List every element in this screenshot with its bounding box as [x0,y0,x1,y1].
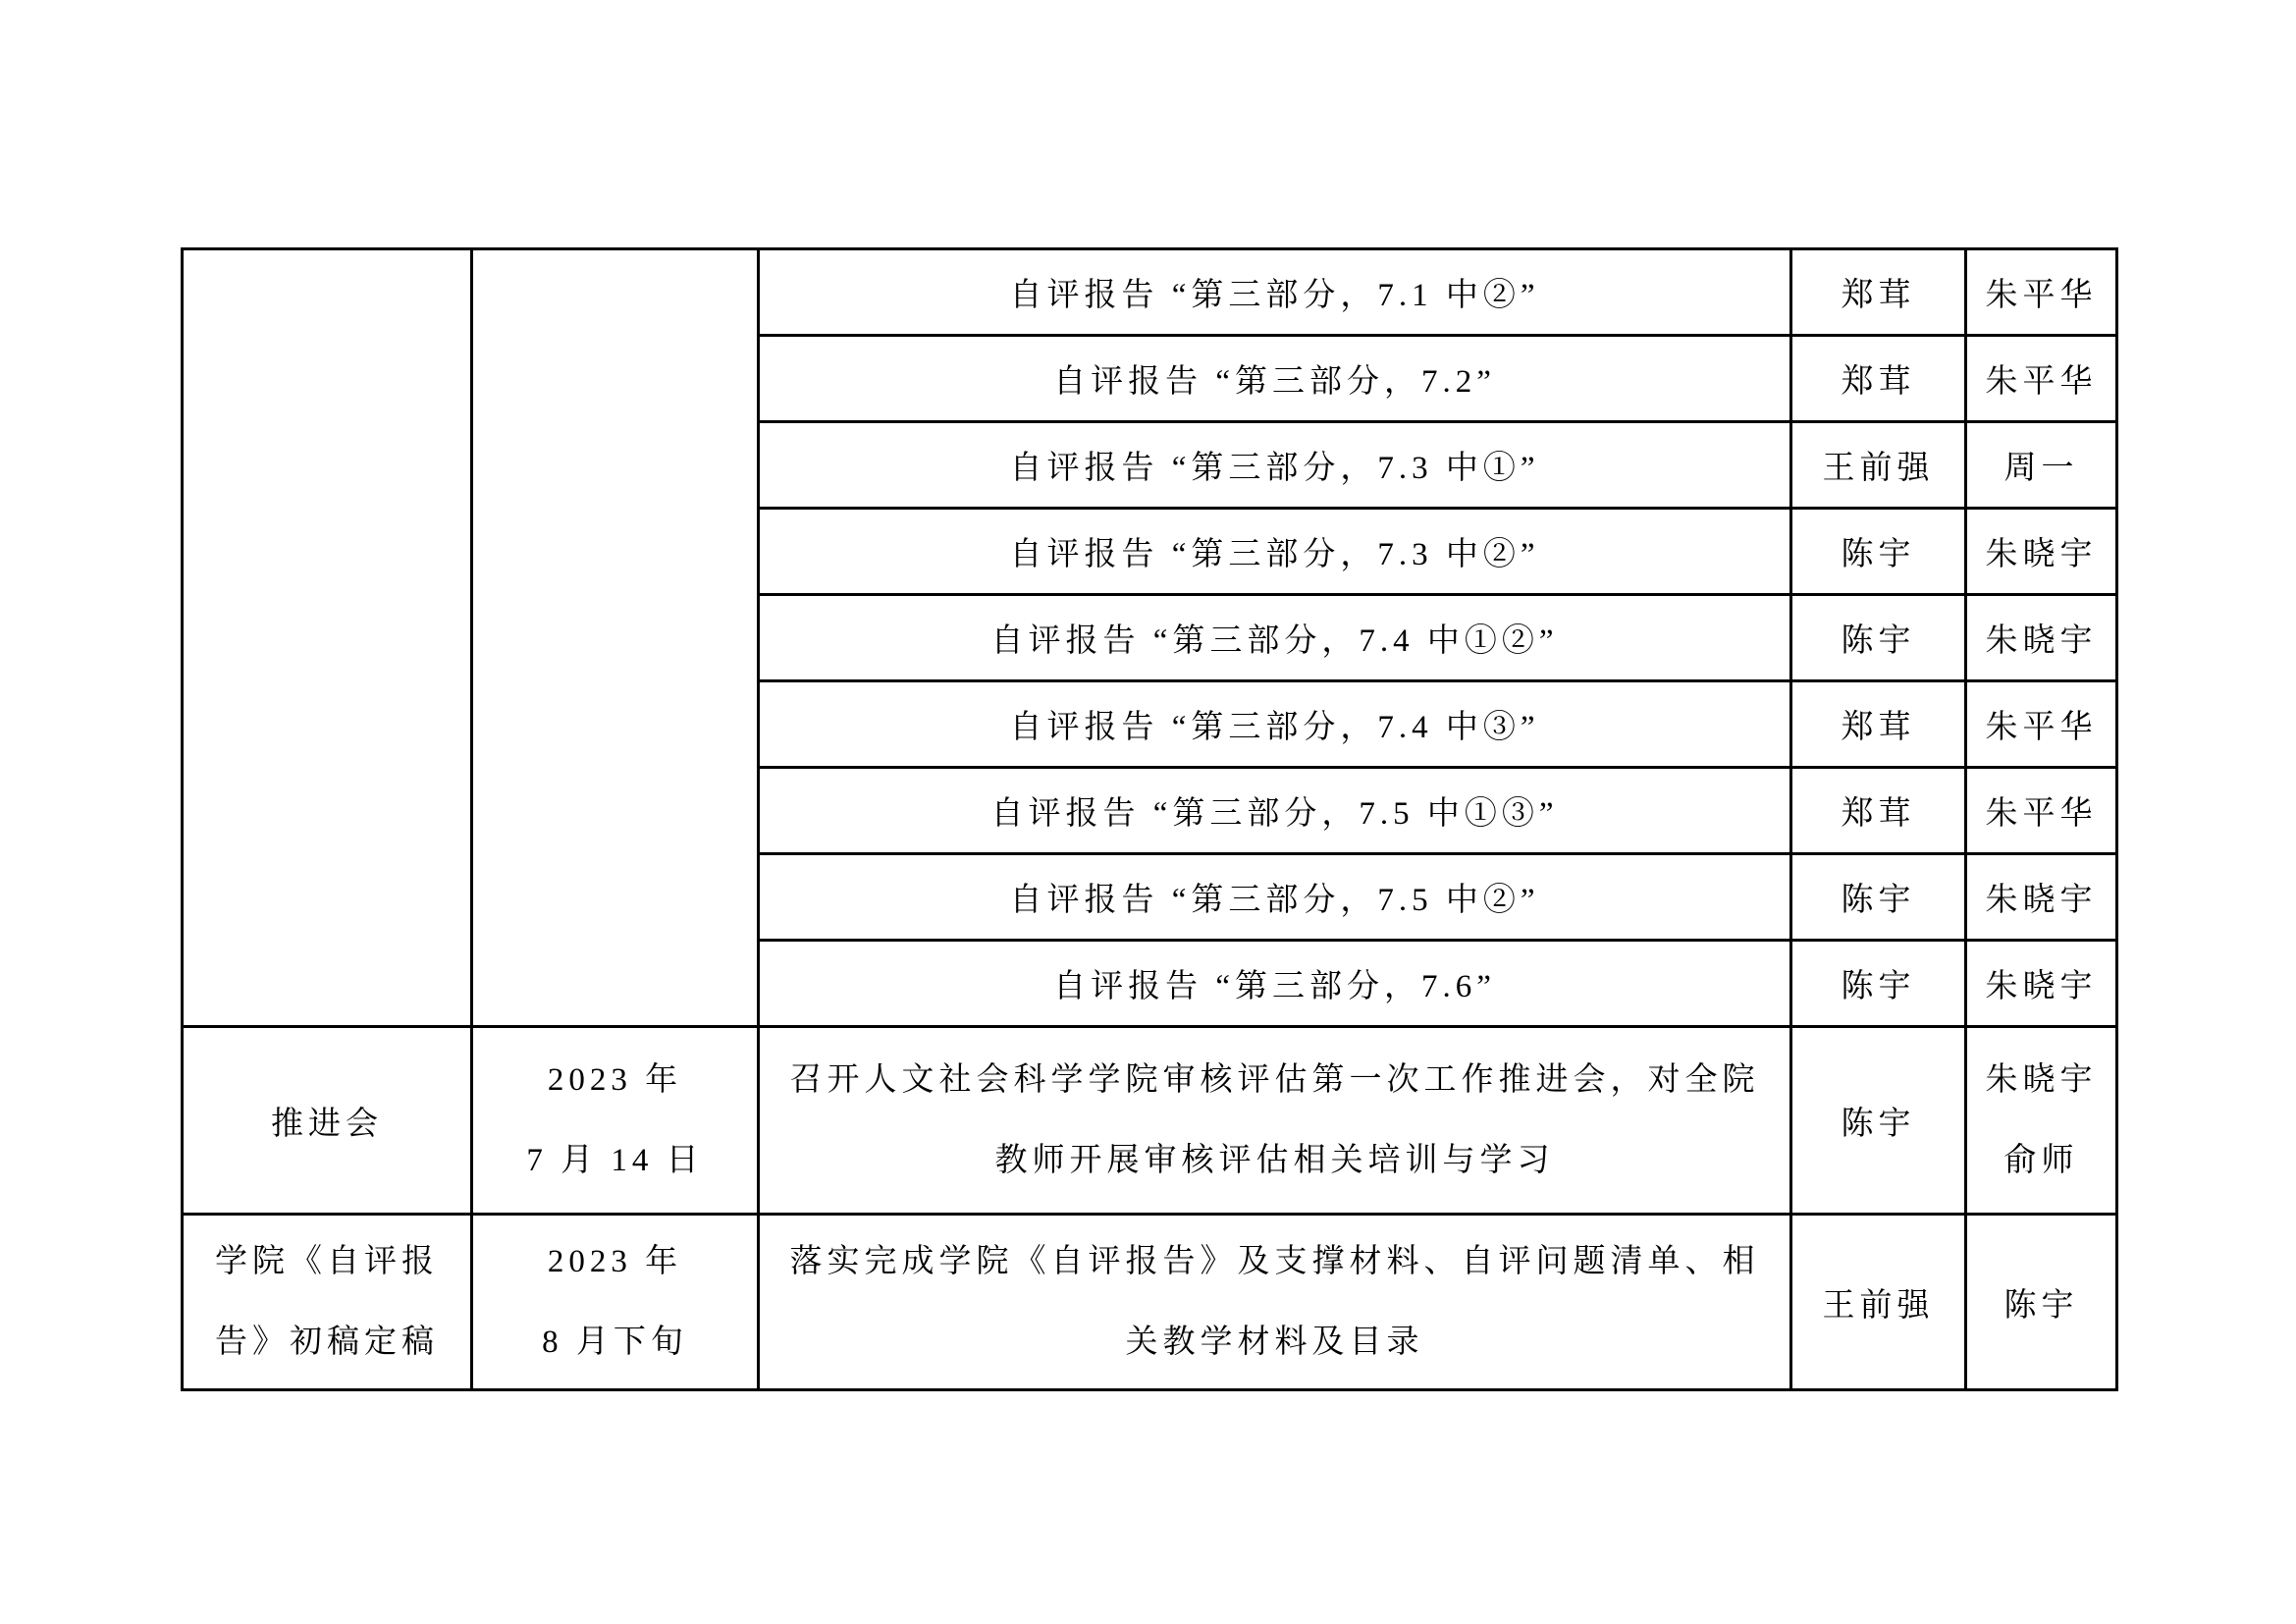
work-schedule-table [181,247,2118,1391]
reviewer-cell: 朱晓宇 [1966,941,2117,1027]
owner-cell: 王前强 [1791,1215,1966,1390]
reviewer-cell: 朱晓宇 [1966,595,2117,681]
owner-cell: 陈宇 [1791,595,1966,681]
reviewer-cell [1966,1027,2117,1215]
owner-cell: 郑茸 [1791,681,1966,768]
owner-cell: 陈宇 [1791,854,1966,941]
task-cell: 自评报告 “第三部分，7.5 中①③” [759,768,1791,854]
date-line: 2023 年 [547,1244,683,1279]
date-cell [472,1215,759,1390]
reviewer-line: 俞师 [2003,1143,2079,1178]
task-cell: 自评报告 “第三部分，7.2” [759,336,1791,422]
task-cell: 自评报告 “第三部分，7.6” [759,941,1791,1027]
owner-cell: 王前强 [1791,422,1966,509]
task-cell: 自评报告 “第三部分，7.4 中①②” [759,595,1791,681]
date-line: 8 月下旬 [542,1325,688,1360]
date-line: 7 月 14 日 [526,1143,704,1178]
reviewer-cell: 朱晓宇 [1966,509,2117,595]
owner-cell: 陈宇 [1791,509,1966,595]
stage-line: 告》初稿定稿 [215,1325,439,1360]
owner-cell: 陈宇 [1791,941,1966,1027]
date-line: 2023 年 [547,1062,683,1098]
stage-cell-empty [183,249,472,1027]
owner-cell: 郑茸 [1791,768,1966,854]
date-cell-empty [472,249,759,1027]
stage-line: 学院《自评报 [215,1244,439,1279]
date-cell [472,1027,759,1215]
reviewer-cell: 朱晓宇 [1966,854,2117,941]
reviewer-cell: 朱平华 [1966,681,2117,768]
task-line: 召开人文社会科学学院审核评估第一次工作推进会，对全院 [789,1062,1760,1098]
owner-cell: 郑茸 [1791,249,1966,336]
task-cell: 自评报告 “第三部分，7.3 中②” [759,509,1791,595]
reviewer-cell: 周一 [1966,422,2117,509]
reviewer-cell: 朱平华 [1966,336,2117,422]
task-line: 关教学材料及目录 [1125,1325,1424,1360]
task-cell [759,1215,1791,1390]
task-line: 教师开展审核评估相关培训与学习 [994,1143,1555,1178]
owner-cell: 陈宇 [1791,1027,1966,1215]
reviewer-line: 朱晓宇 [1985,1062,2098,1098]
task-cell [759,1027,1791,1215]
owner-cell: 郑茸 [1791,336,1966,422]
reviewer-cell: 朱平华 [1966,249,2117,336]
task-cell: 自评报告 “第三部分，7.5 中②” [759,854,1791,941]
task-line: 落实完成学院《自评报告》及支撑材料、自评问题清单、相 [789,1244,1760,1279]
stage-cell: 推进会 [183,1027,472,1215]
table-row [183,1215,2117,1390]
task-cell: 自评报告 “第三部分，7.3 中①” [759,422,1791,509]
task-cell: 自评报告 “第三部分，7.4 中③” [759,681,1791,768]
table-row [183,249,2117,336]
reviewer-cell: 朱平华 [1966,768,2117,854]
task-cell: 自评报告 “第三部分，7.1 中②” [759,249,1791,336]
stage-cell [183,1215,472,1390]
table-row [183,1027,2117,1215]
reviewer-cell: 陈宇 [1966,1215,2117,1390]
